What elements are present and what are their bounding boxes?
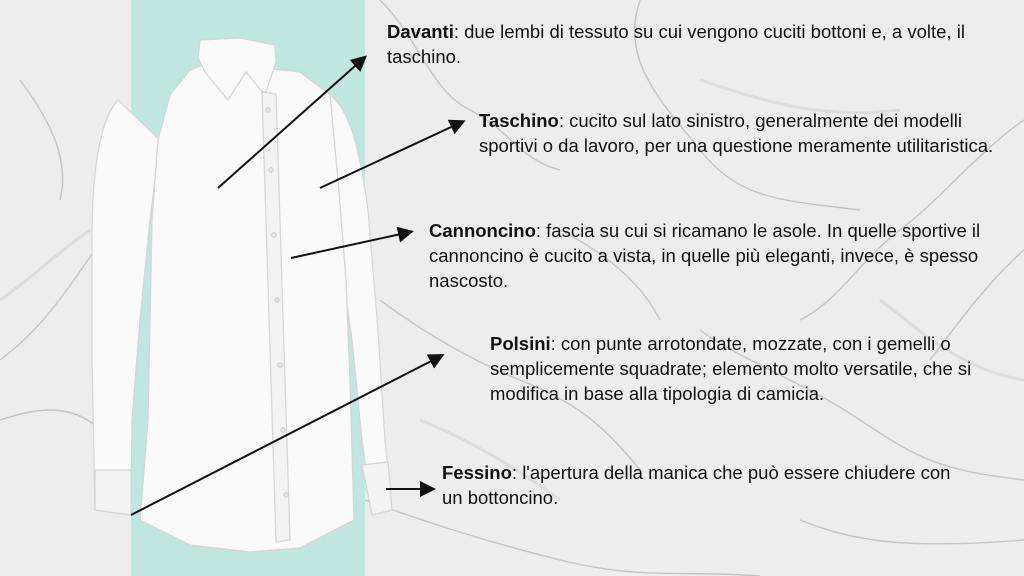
desc-fessino: : l'apertura della manica che può essere chiudere con un bottoncino. bbox=[442, 462, 951, 508]
annotation-taschino bbox=[479, 109, 1004, 159]
annotation-cannoncino bbox=[429, 219, 1004, 293]
term-taschino: Taschino bbox=[479, 110, 559, 131]
desc-cannoncino: : fascia su cui si ricamano le asole. In quelle sportive il cannoncino è cucito a vista, in quelle più eleganti, invece, è spesso nascosto. bbox=[429, 220, 981, 291]
annotation-fessino bbox=[442, 461, 962, 511]
desc-taschino: : cucito sul lato sinistro, generalmente dei modelli sportivi o da lavoro, per una questione meramente utilitaristica. bbox=[479, 110, 994, 156]
annotation-davanti bbox=[387, 20, 997, 70]
term-polsini: Polsini bbox=[490, 333, 551, 354]
term-davanti: Davanti bbox=[387, 21, 454, 42]
annotation-polsini bbox=[490, 332, 1020, 406]
desc-davanti: : due lembi di tessuto su cui vengono cuciti bottoni e, a volte, il taschino. bbox=[387, 21, 965, 67]
term-fessino: Fessino bbox=[442, 462, 512, 483]
desc-polsini: : con punte arrotondate, mozzate, con i gemelli o semplicemente squadrate; elemento molto versatile, che si modifica in base alla tipologia di camicia. bbox=[490, 333, 972, 404]
term-cannoncino: Cannoncino bbox=[429, 220, 536, 241]
